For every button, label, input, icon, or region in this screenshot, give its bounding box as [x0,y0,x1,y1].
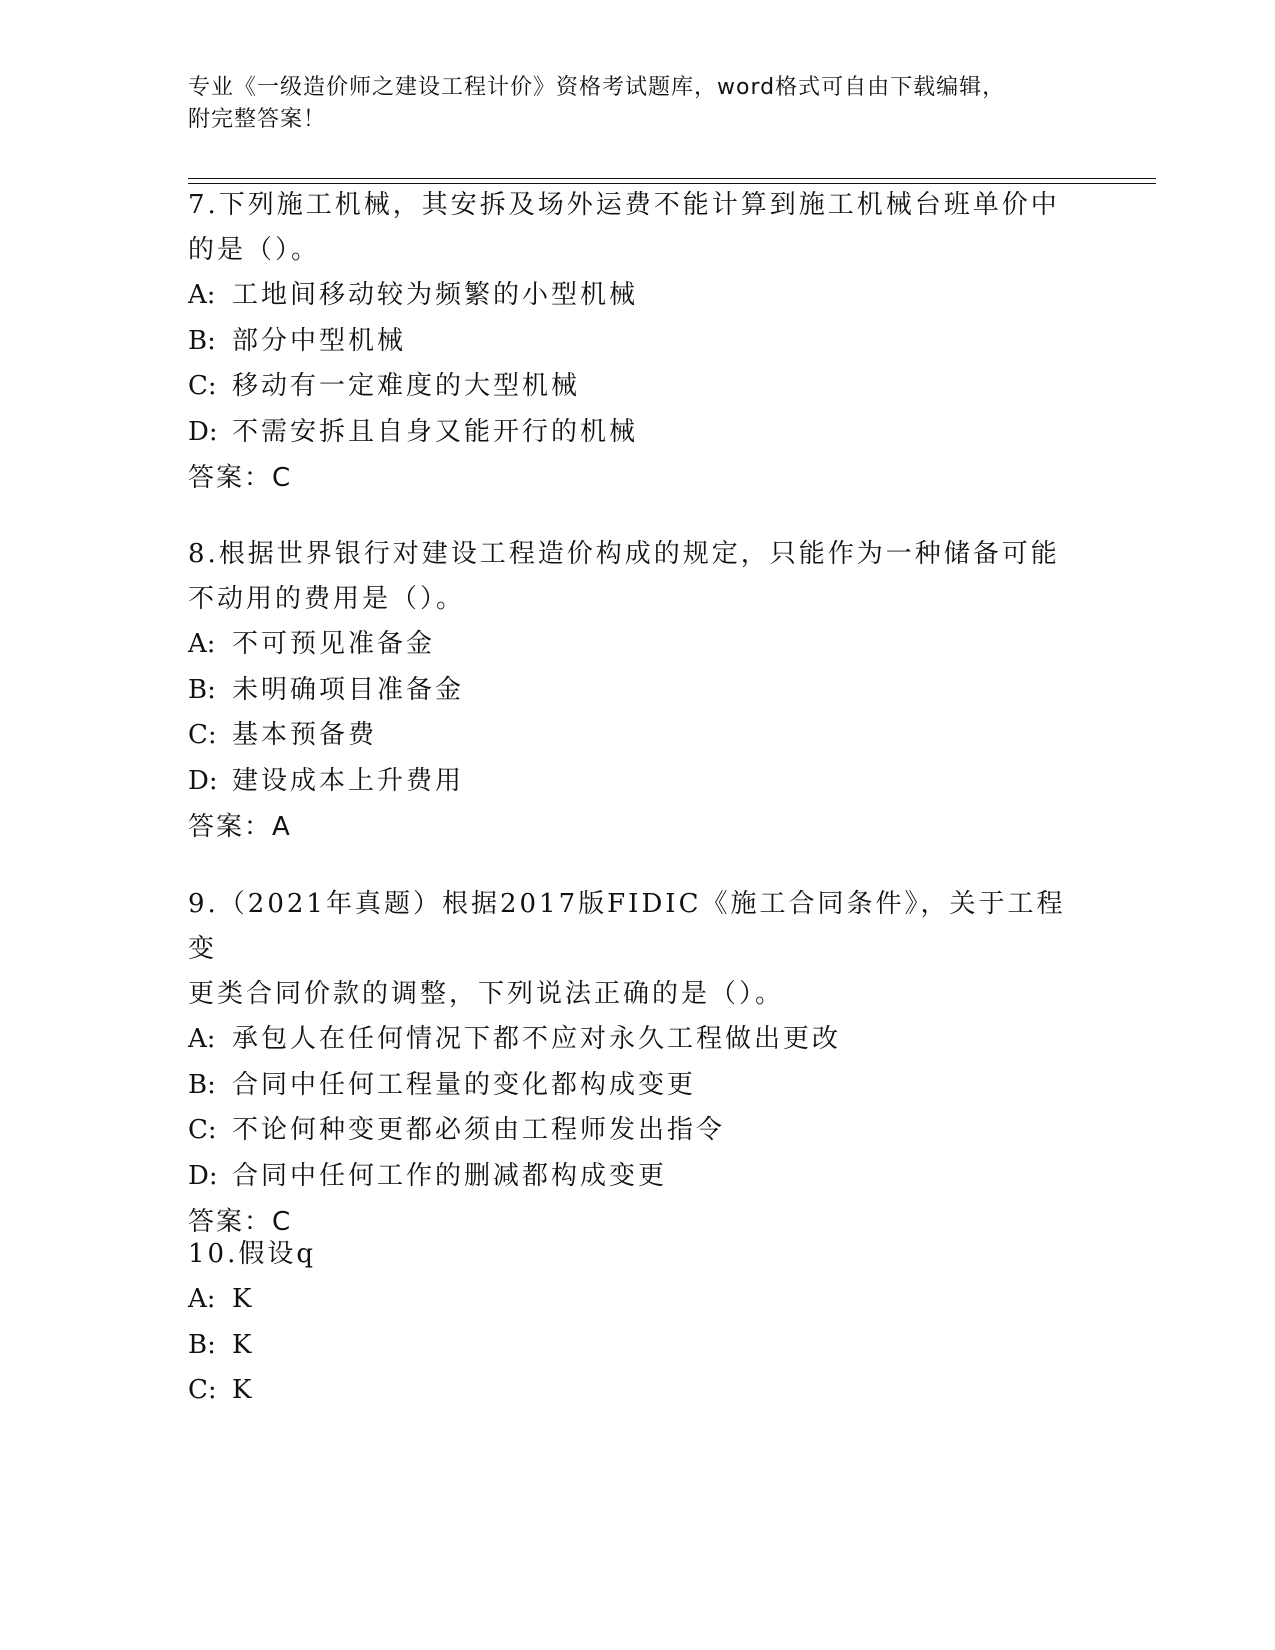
option-letter: C: [188,1115,217,1145]
option-letter: D: [188,765,218,796]
option-text: K [232,1329,255,1360]
option-letter: A: [188,1284,216,1314]
option-c [188,1368,1088,1414]
option-text: K [232,1284,255,1314]
question-text-line-1: 8.根据世界银行对建设工程造价构成的规定，只能作为一种储备可能 [188,539,1060,569]
option-letter: B: [188,674,216,705]
option-text: 不需安拆且自身又能开行的机械 [232,416,639,447]
option-b [188,1063,1088,1109]
option-letter: D: [188,1160,218,1191]
option-letter: C: [188,371,217,401]
question-text-line-1: 9.（2021年真题）根据2017版FIDIC《施工合同条件》，关于工程变 [188,889,1066,964]
option-text: 未明确项目准备金 [232,674,465,705]
option-letter: B: [188,1069,216,1100]
option-text: K [232,1375,255,1405]
option-text: 合同中任何工程量的变化都构成变更 [232,1069,697,1100]
question-text-line-1: 7.下列施工机械，其安拆及场外运费不能计算到施工机械台班单价中 [188,190,1060,220]
option-d [188,410,1088,456]
option-letter: B: [188,1329,216,1360]
option-letter: A: [188,629,216,659]
option-text: 承包人在任何情况下都不应对永久工程做出更改 [232,1024,842,1054]
question-text-line-2: 的是（）。 [188,235,321,265]
answer: 答案：C [188,463,293,493]
option-c [188,713,1088,759]
question-7 [188,183,1088,501]
answer: 答案：C [188,1207,293,1237]
header-divider-top [188,178,1156,179]
option-d [188,1154,1088,1200]
header-line-2: 附完整答案！ [188,107,327,132]
option-text: 工地间移动较为频繁的小型机械 [232,280,639,310]
option-letter: C: [188,720,217,750]
answer: 答案：A [188,812,292,842]
option-a [188,1017,1088,1063]
option-a [188,1277,1088,1323]
question-8 [188,532,1088,850]
option-a [188,273,1088,319]
option-letter: B: [188,325,216,356]
option-text: 不可预见准备金 [232,629,436,659]
option-b [188,1323,1088,1369]
option-a [188,622,1088,668]
option-text: 基本预备费 [232,720,378,750]
option-letter: A: [188,280,216,310]
option-letter: A: [188,1024,216,1054]
option-text: 建设成本上升费用 [232,765,465,796]
question-text-line-2: 更类合同价款的调整，下列说法正确的是（）。 [188,979,785,1009]
option-text: 部分中型机械 [232,325,407,356]
option-text: 移动有一定难度的大型机械 [232,371,581,401]
option-c [188,1108,1088,1154]
header-line-1: 专业《一级造价师之建设工程计价》资格考试题库，word格式可自由下载编辑， [188,75,1006,100]
option-letter: C: [188,1375,217,1405]
option-text: 合同中任何工作的删减都构成变更 [232,1160,668,1191]
option-b [188,668,1088,714]
question-9 [188,882,1088,1245]
question-10 [188,1232,1088,1414]
option-d [188,759,1088,805]
question-text-line-2: 不动用的费用是（）。 [188,584,466,614]
question-text-line-1: 10.假设q [188,1239,316,1269]
option-text: 不论何种变更都必须由工程师发出指令 [232,1115,726,1145]
option-c [188,364,1088,410]
document-header [188,72,1068,136]
option-b [188,319,1088,365]
option-letter: D: [188,416,218,447]
